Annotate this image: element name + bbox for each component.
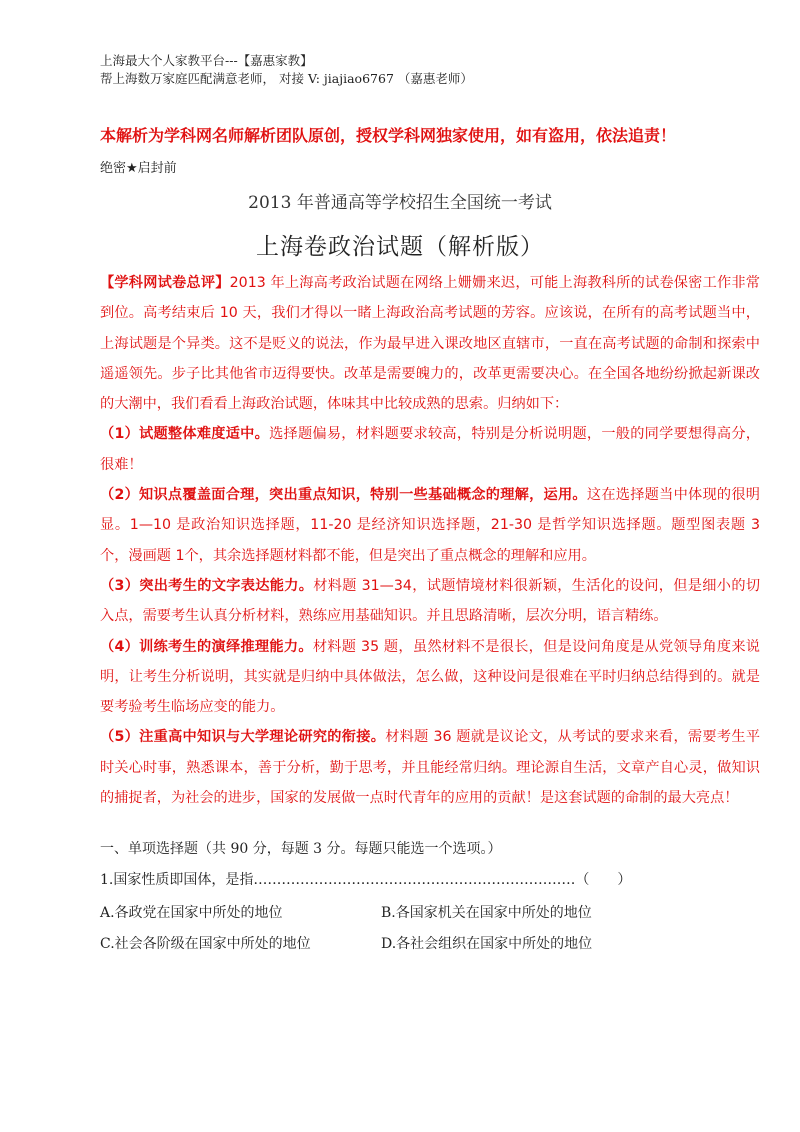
question-1-option-d: D.各社会组织在国家中所处的地位 [381,936,593,952]
point-text: 这在选择题当中体现的很明显。1—10 是政治知识选择题，11-20 是经济知识选择题，21-30 是哲学知识选择题。题型图表题 3 个，漫画题 1个，其余选择题材料都不能，但是突出了重点概念的理解和应用。 [100,487,760,564]
commentary-tag: 【学科网试卷总评】 [100,275,230,291]
point-heading: （5）注重高中知识与大学理论研究的衔接。 [100,729,386,746]
paper-commentary [100,268,760,813]
copyright-warning: 本解析为学科网名师解析团队原创，授权学科网独家使用，如有盗用，依法追责！ [100,126,677,145]
section-heading: 一、单项选择题（共 90 分，每题 3 分。每题只能选一个选项。） [100,841,502,857]
commentary-intro [100,268,760,419]
question-1-stem: 1.国家性质即国体，是指……………………………………………………………（ ） [100,872,632,888]
commentary-point-5 [100,722,760,813]
exam-title: 2013 年普通高等学校招生全国统一考试 [248,193,552,213]
point-heading: （4）训练考生的演绎推理能力。 [100,638,313,655]
point-heading: （1）试题整体难度适中。 [100,426,270,443]
commentary-point-4 [100,632,760,723]
question-1-option-a: A.各政党在国家中所处的地位 [100,905,283,921]
header-line-1: 上海最大个人家教平台---【嘉惠家教】 [100,53,313,68]
secret-label: 绝密★启封前 [100,161,177,176]
point-heading: （2）知识点覆盖面合理，突出重点知识，特别一些基础概念的理解，运用。 [100,487,587,504]
paper-title: 上海卷政治试题（解析版） [256,234,544,260]
question-1-option-b: B.各国家机关在国家中所处的地位 [381,905,592,921]
point-text: 材料题 35 题，虽然材料不是很长，但是设问角度是从党领导角度来说明，让考生分析说明，其实就是归纳中具体做法，怎么做，这种设问是很难在平时归纳总结得到的。就是要考验考生临场应变的能力。 [100,638,760,716]
header-line-2: 帮上海数万家庭匹配满意老师， 对接 V: jiajiao6767 （嘉惠老师） [100,71,473,86]
question-1-option-c: C.社会各阶级在国家中所处的地位 [100,936,311,952]
commentary-point-2 [100,480,760,571]
point-text: 选择题偏易，材料题要求较高，特别是分析说明题，一般的同学要想得高分，很难！ [100,426,760,473]
commentary-intro-text: 2013 年上海高考政治试题在网络上姗姗来迟，可能上海教科所的试卷保密工作非常到位。高考结束后 10 天，我们才得以一睹上海政治高考试题的芳容。应该说，在所有的高考试题当中，上海试题是个异类。这不是贬义的说法，作为最早进入课改地区直辖市，一直在高考试题的命制和探索中遥遥领先。步子比其他省市迈得要快。改革是需要魄力的，改革更需要决心。在全国各地纷纷掀起新课改的大潮中，我们看看上海政治试题，体味其中比较成熟的思索。归纳如下： [100,275,760,413]
point-text: 材料题 31—34，试题情境材料很新颖，生活化的设问，但是细小的切入点，需要考生认真分析材料，熟练应用基础知识。并且思路清晰，层次分明，语言精练。 [100,577,761,625]
commentary-point-1 [100,419,760,480]
point-text: 材料题 36 题就是议论文，从考试的要求来看，需要考生平时关心时事，熟悉课本，善于分析，勤于思考，并且能经常归纳。理论源自生活，文章产自心灵，做知识的捕捉者，为社会的进步，国家的发展做一点时代青年的应用的贡献！是这套试题的命制的最大亮点！ [100,729,761,807]
point-heading: （3）突出考生的文字表达能力。 [100,577,314,594]
commentary-point-3 [100,571,760,632]
